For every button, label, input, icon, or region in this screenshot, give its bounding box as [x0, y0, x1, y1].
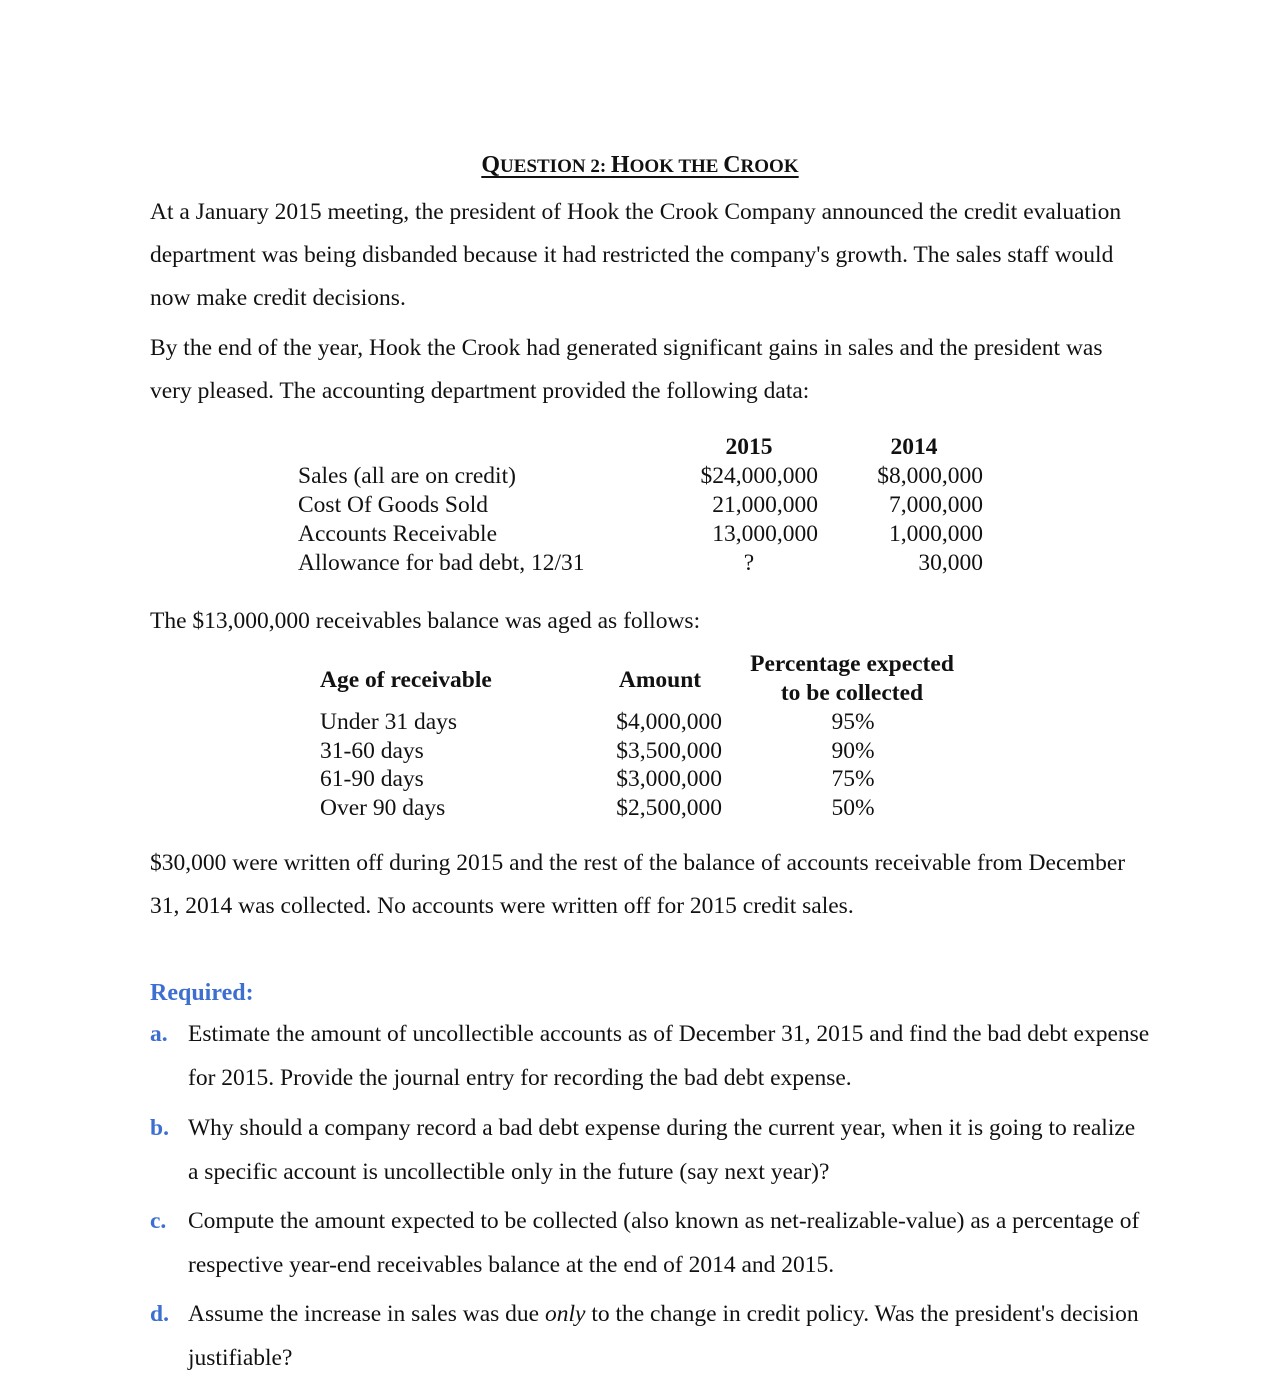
value-cell: 13,000,000 — [712, 521, 818, 547]
results-paragraph: By the end of the year, Hook the Crook had generated significant gains in sales and the president was very pleased. The accounting department provided the following data: — [150, 335, 1103, 404]
percentage-cell: 90% — [831, 737, 875, 764]
amount-column — [560, 708, 722, 822]
question-letter: c. — [150, 1208, 167, 1234]
value-cell: ? — [743, 550, 755, 576]
age-cell: Under 31 days — [320, 709, 458, 735]
age-cell: 31-60 days — [320, 737, 424, 764]
question-a — [150, 1012, 1150, 1100]
page-title: QUESTION 2: HOOK THE CROOK — [481, 152, 799, 178]
writeoff-paragraph: $30,000 were written off during 2015 and the rest of the balance of accounts receivable from December 31, 2014 was collected. No accounts were written off for 2015 credit sales. — [150, 850, 1126, 919]
amount-cell: $2,500,000 — [616, 794, 722, 821]
value-cell: 30,000 — [918, 550, 983, 576]
emphasis-only: only — [544, 1301, 586, 1327]
amount-cell: $3,000,000 — [616, 766, 722, 792]
header-percentage-line1: Percentage expected — [750, 651, 954, 677]
required-heading: Required: — [150, 980, 254, 1006]
header-amount: Amount — [618, 667, 702, 693]
percentage-column — [800, 708, 906, 822]
header-2015: 2015 — [725, 434, 773, 460]
amount-cell: $3,500,000 — [616, 737, 722, 764]
header-percentage — [722, 650, 982, 707]
header-percentage-line2: to be collected — [780, 679, 924, 706]
question-d — [150, 1292, 1150, 1380]
aging-table — [0, 648, 1280, 828]
question-c — [150, 1199, 1150, 1287]
value-cell: $24,000,000 — [700, 463, 818, 489]
age-cell: Over 90 days — [320, 794, 446, 821]
question-letter: b. — [150, 1115, 169, 1141]
column-2014 — [800, 433, 983, 578]
value-cell: 1,000,000 — [889, 521, 983, 547]
amount-cell: $4,000,000 — [616, 709, 722, 735]
financial-data-table — [0, 433, 1280, 583]
value-cell: 7,000,000 — [889, 492, 983, 518]
age-column — [320, 708, 457, 822]
question-letter: d. — [150, 1301, 169, 1327]
value-cell: 21,000,000 — [712, 492, 818, 518]
question-text: Assume the increase in sales was due only to the change in credit policy. Was the president's decision justifiable? — [188, 1301, 1139, 1371]
percentage-cell: 50% — [831, 794, 875, 821]
question-text: Compute the amount expected to be collected (also known as net-realizable-value) as a percentage of respective year-end receivables balance at the end of 2014 and 2015. — [188, 1208, 1140, 1278]
row-label: Sales (all are on credit) — [298, 463, 516, 489]
aging-intro: The $13,000,000 receivables balance was aged as follows: — [150, 608, 701, 634]
percentage-cell: 95% — [831, 709, 875, 735]
row-label: Cost Of Goods Sold — [298, 492, 488, 518]
question-text: Why should a company record a bad debt expense during the current year, when it is going to realize a specific account is uncollectible only in the future (say next year)? — [188, 1115, 1136, 1185]
column-2015 — [620, 433, 818, 578]
intro-paragraph: At a January 2015 meeting, the president of Hook the Crook Company announced the credit evaluation department was being disbanded because it had restricted the company's growth. The sales staff would now make credit decisions. — [150, 199, 1122, 311]
row-label: Allowance for bad debt, 12/31 — [298, 550, 585, 576]
percentage-cell: 75% — [831, 766, 875, 792]
question-text: Estimate the amount of uncollectible accounts as of December 31, 2015 and find the bad debt expense for 2015. Provide the journal entry for recording the bad debt expense. — [188, 1021, 1150, 1091]
header-age: Age of receivable — [320, 667, 492, 693]
question-letter: a. — [150, 1021, 168, 1047]
question-b — [150, 1106, 1150, 1194]
row-label: Accounts Receivable — [298, 521, 498, 547]
value-cell: $8,000,000 — [877, 463, 983, 489]
header-2014: 2014 — [890, 434, 938, 460]
age-cell: 61-90 days — [320, 766, 424, 792]
